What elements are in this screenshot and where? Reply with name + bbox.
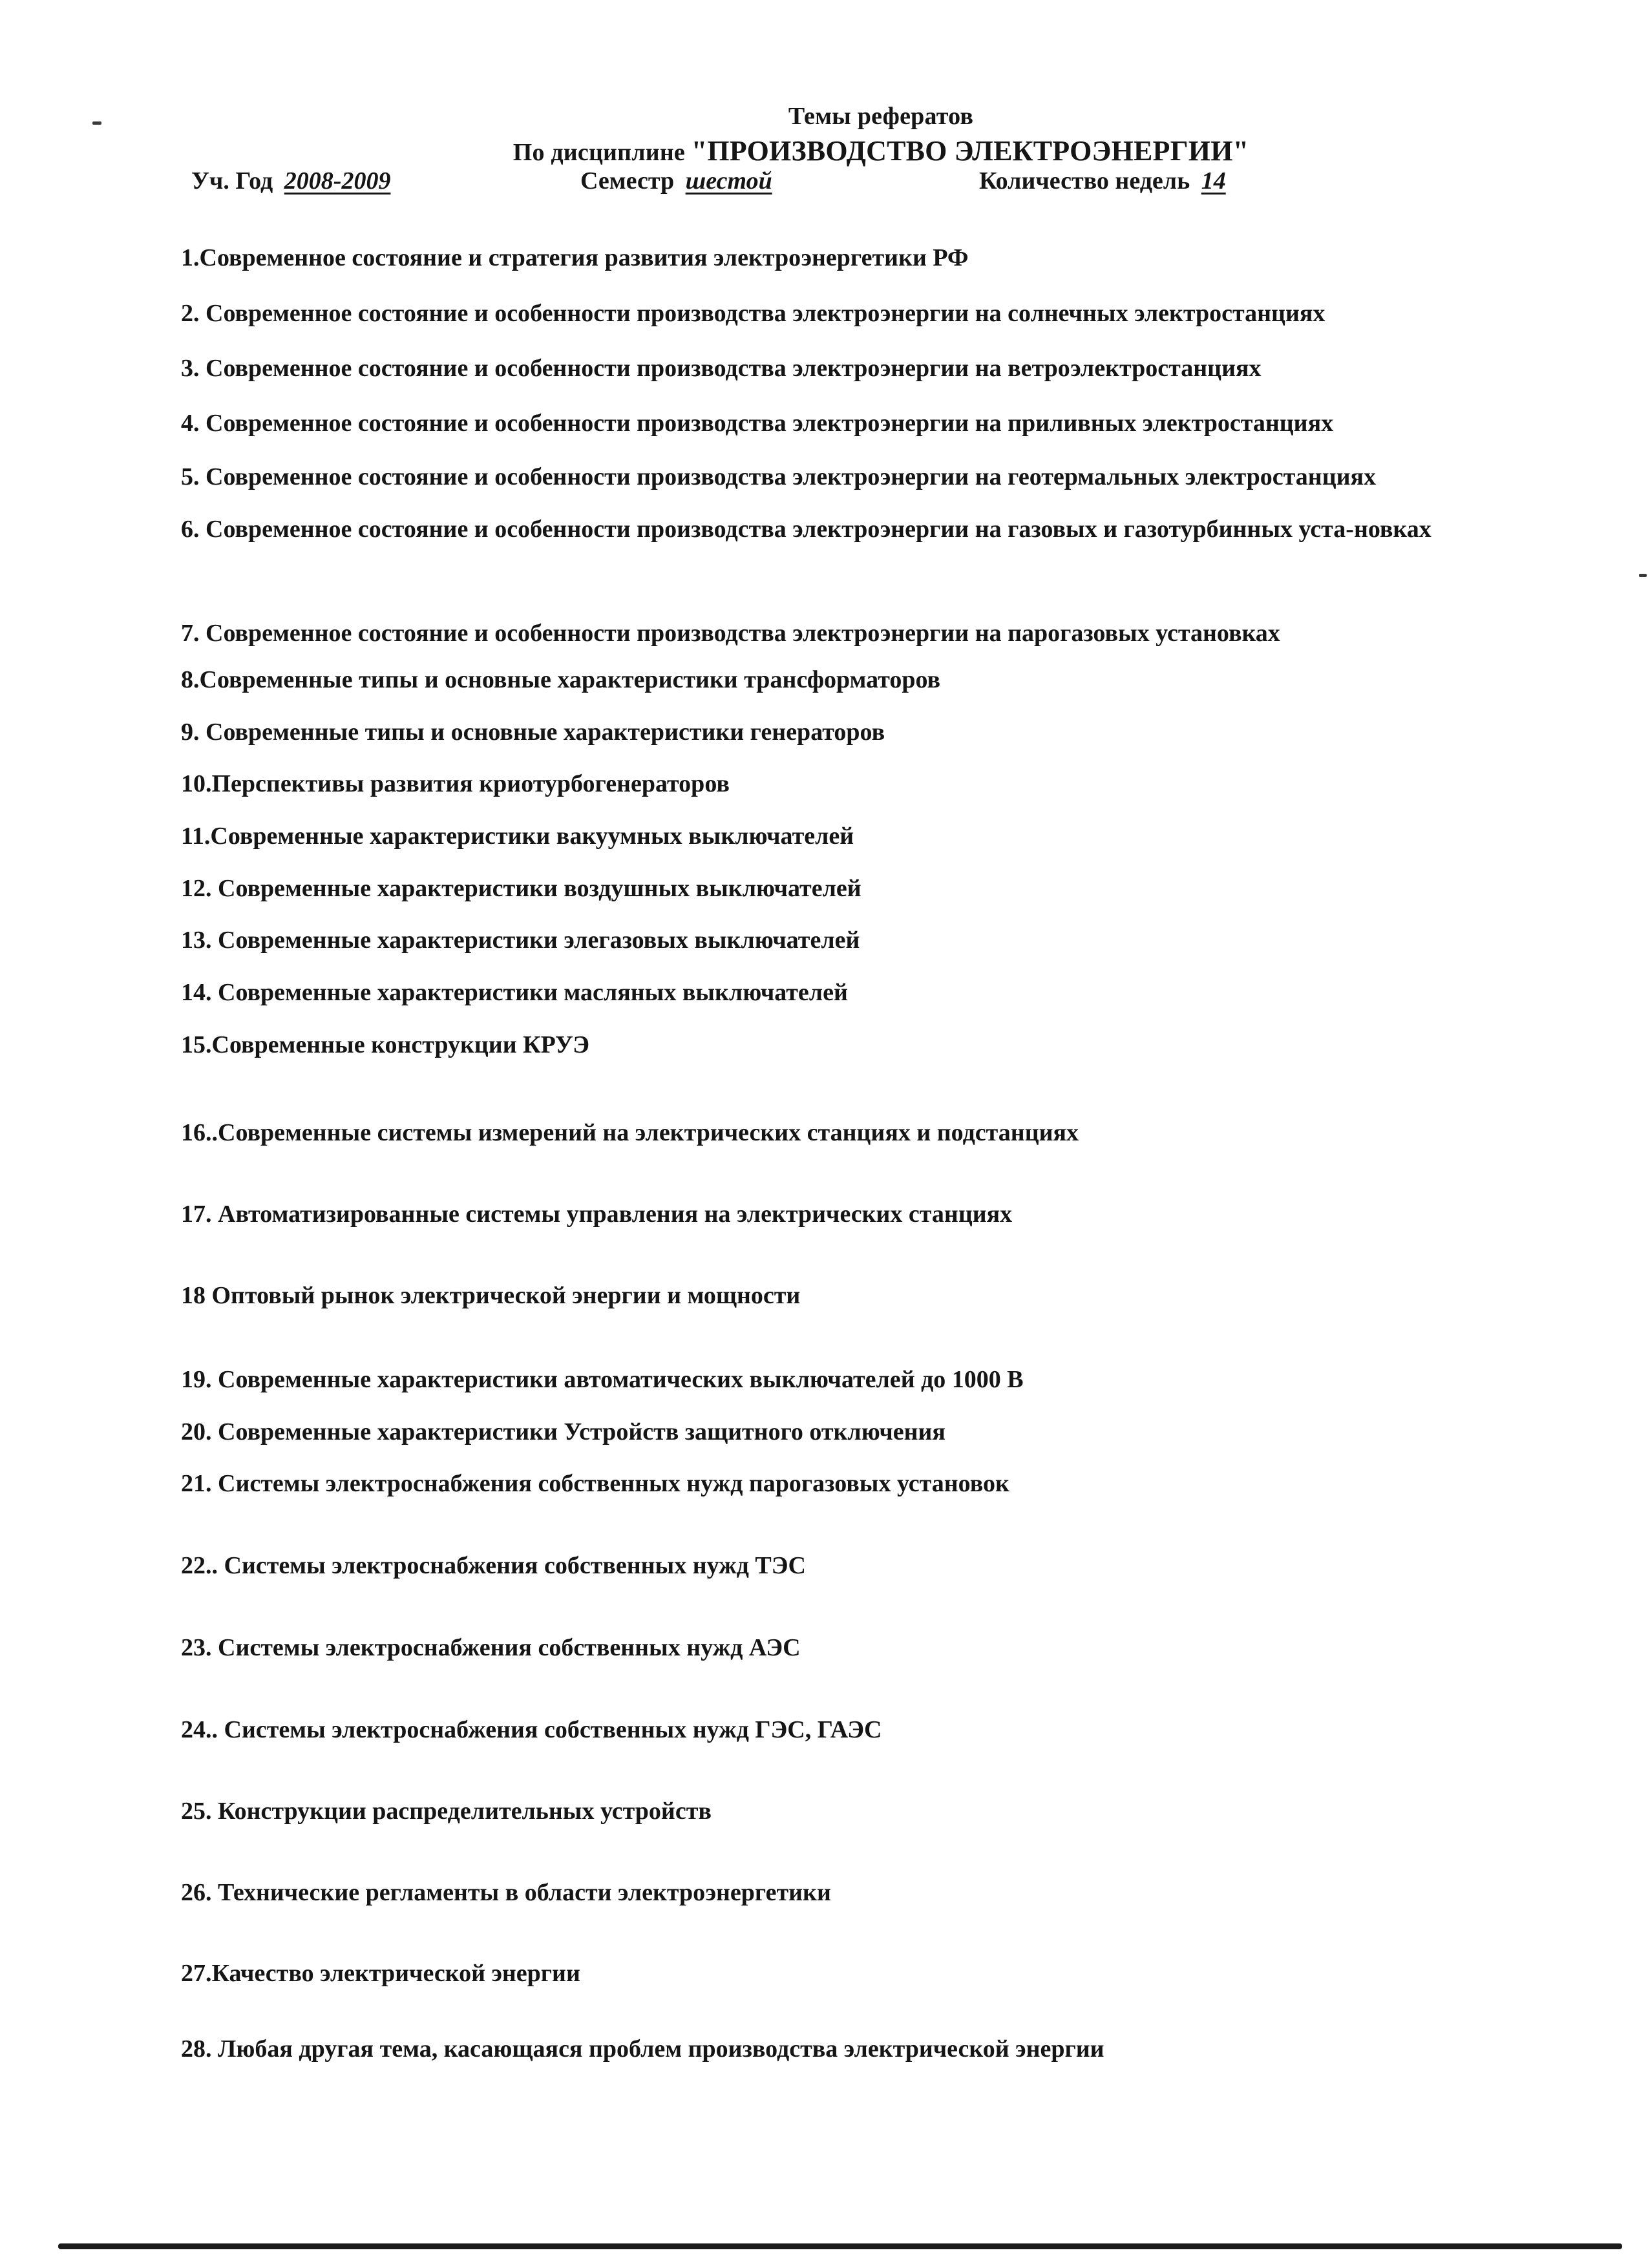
topic-item: 27.Качество электрической энергии [181,1960,580,1987]
topic-item: 14. Современные характеристики масляных выключателей [181,979,848,1006]
topic-item: 3. Современное состояние и особенности производства электроэнергии на ветроэлектростанциях [181,355,1262,382]
topic-item: 9. Современные типы и основные характеристики генераторов [181,719,885,746]
semester-label: Семестр [580,167,675,194]
bottom-rule [58,2243,1622,2249]
semester-value: шестой [685,167,772,194]
topic-item: 16..Современные системы измерений на электрических станциях и подстанциях [181,1119,1079,1146]
topic-item: 24.. Системы электроснабжения собственных нужд ГЭС, ГАЭС [181,1716,882,1743]
topic-item: 7. Современное состояние и особенности производства электроэнергии на парогазовых установках [181,620,1280,647]
academic-year-value: 2008-2009 [284,167,391,194]
topic-item: 13. Современные характеристики элегазовых выключателей [181,927,860,954]
document-title: Темы рефератов [788,103,974,130]
topic-item: 25. Конструкции распределительных устройств [181,1798,712,1825]
topic-item: 8.Современные типы и основные характеристики трансформаторов [181,666,941,693]
topic-item: 10.Перспективы развития криотурбогенераторов [181,770,730,797]
topic-item: 12. Современные характеристики воздушных выключателей [181,875,861,902]
topic-item: 19. Современные характеристики автоматических выключателей до 1000 В [181,1366,1024,1393]
scan-speck [92,121,101,125]
topic-item: 15.Современные конструкции КРУЭ [181,1031,590,1058]
topic-item: 1.Современное состояние и стратегия развития электроэнергетики РФ [181,244,969,271]
topic-item: 20. Современные характеристики Устройств защитного отключения [181,1418,945,1445]
topic-item: 5. Современное состояние и особенности производства электроэнергии на геотермальных электростанциях [181,463,1377,490]
weeks-label: Количество недель [979,167,1190,194]
topic-item: 6. Современное состояние и особенности производства электроэнергии на газовых и газотурбинных уста-новках [181,516,1431,543]
topic-item: 26. Технические регламенты в области электроэнергетики [181,1879,831,1906]
topic-item: 11.Современные характеристики вакуумных выключателей [181,823,854,850]
topic-item: 18 Оптовый рынок электрической энергии и мощности [181,1282,801,1309]
topic-item: 22.. Системы электроснабжения собственных нужд ТЭС [181,1552,806,1579]
topic-item: 4. Современное состояние и особенности производства электроэнергии на приливных электростанциях [181,410,1334,437]
topic-item: 28. Любая другая тема, касающаяся проблем производства электрической энергии [181,2035,1104,2063]
topic-item: 21. Системы электроснабжения собственных нужд парогазовых установок [181,1470,1009,1497]
scan-speck [1639,574,1647,577]
discipline-name: "ПРОИЗВОДСТВО ЭЛЕКТРОЭНЕРГИИ" [691,135,1249,167]
topic-item: 17. Автоматизированные системы управления на электрических станциях [181,1201,1013,1228]
weeks-value: 14 [1201,167,1226,194]
academic-year-label: Уч. Год [191,167,273,194]
discipline-prefix: По дисциплине [512,139,686,166]
topic-item: 2. Современное состояние и особенности производства электроэнергии на солнечных электростанциях [181,300,1326,327]
topic-item: 23. Системы электроснабжения собственных нужд АЭС [181,1634,801,1661]
